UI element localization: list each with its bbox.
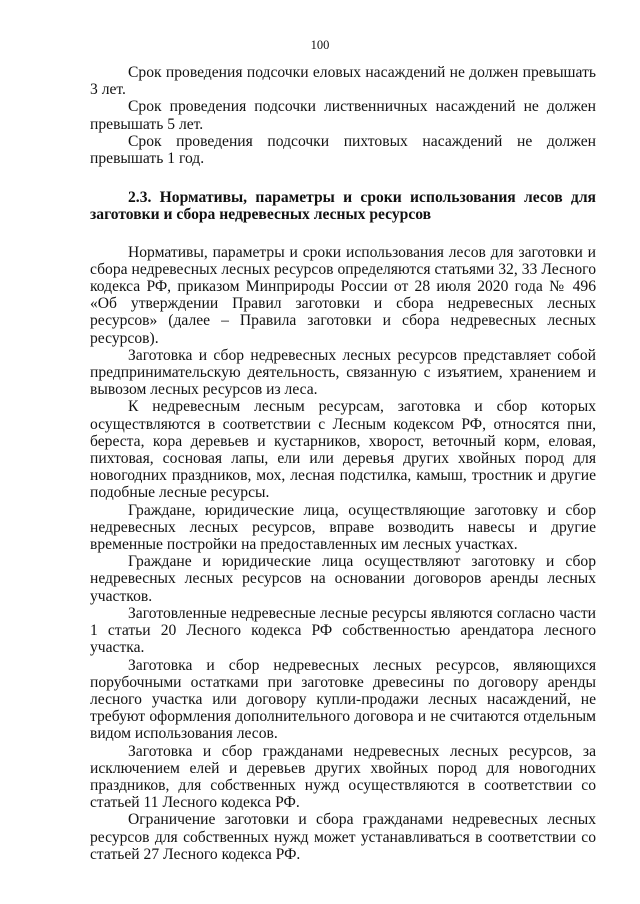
paragraph-temporary-buildings: Граждане, юридические лица, осуществляющие заготовку и сбор недревесных лесных ресурсов, вправе возводить навесы и другие временные постройки на предоставленных им лесных участках. bbox=[90, 501, 596, 554]
section-spacer bbox=[90, 224, 596, 244]
paragraph-normatives: Нормативы, параметры и сроки использования лесов для заготовки и сбора недревесных лесных ресурсов определяются статьями 32, 33 Лесного кодекса РФ, приказом Минприроды России от 28 июля 2020 года № 496 «Об утверждении Правил заготовки и сбора недревесных лесных ресурсов» (далее – Правила заготовки и сбора недревесных лесных ресурсов). bbox=[90, 243, 596, 347]
paragraph-fir-tapping: Срок проведения подсочки пихтовых насаждений не должен превышать 1 год. bbox=[90, 132, 596, 168]
page-number: 100 bbox=[310, 38, 330, 52]
section-heading: 2.3. Нормативы, параметры и сроки использования лесов для заготовки и сбора недревесных лесных ресурсов bbox=[90, 189, 596, 224]
paragraph-personal-needs: Заготовка и сбор гражданами недревесных лесных ресурсов, за исключением елей и деревьев других хвойных пород для новогодних праздников, для собственных нужд осуществляются в соответствии со статьей 11 Лесного кодекса РФ. bbox=[90, 742, 596, 812]
paragraph-resource-types: К недревесным лесным ресурсам, заготовка и сбор которых осуществляются в соответствии с Лесным кодексом РФ, относятся пни, береста, кора деревьев и кустарников, хворост, веточный корм, еловая, пихтовая, сосновая лапы, ели или деревья других хвойных пород для новогодних праздников, мох, лесная подстилка, камыш, тростник и другие подобные лесные ресурсы. bbox=[90, 398, 596, 502]
paragraph-logging-residues: Заготовка и сбор недревесных лесных ресурсов, являющихся порубочными остатками при заготовке древесины по договору аренды лесного участка или договору купли-продажи лесных насаждений, не требуют оформления дополнительного договора и не считаются отдельным видом использования лесов. bbox=[90, 656, 596, 743]
paragraph-restrictions: Ограничение заготовки и сбора гражданами недревесных лесных ресурсов для собственных нужд может устанавливаться в соответствии со статьей 27 Лесного кодекса РФ. bbox=[90, 811, 596, 863]
paragraph-ownership: Заготовленные недревесные лесные ресурсы являются согласно части 1 статьи 20 Лесного кодекса РФ собственностью арендатора лесного участка. bbox=[90, 604, 596, 657]
paragraph-lease-agreements: Граждане и юридические лица осуществляют заготовку и сбор недревесных лесных ресурсов на основании договоров аренды лесных участков. bbox=[90, 553, 596, 605]
paragraph-spruce-tapping: Срок проведения подсочки еловых насаждений не должен превышать 3 лет. bbox=[90, 64, 596, 99]
paragraph-larch-tapping: Срок проведения подсочки лиственничных насаждений не должен превышать 5 лет. bbox=[90, 98, 596, 133]
page-content bbox=[90, 64, 596, 863]
paragraph-business-activity: Заготовка и сбор недревесных лесных ресурсов представляет собой предпринимательскую деятельность, связанную с изъятием, хранением и вывозом лесных ресурсов из леса. bbox=[90, 346, 596, 399]
